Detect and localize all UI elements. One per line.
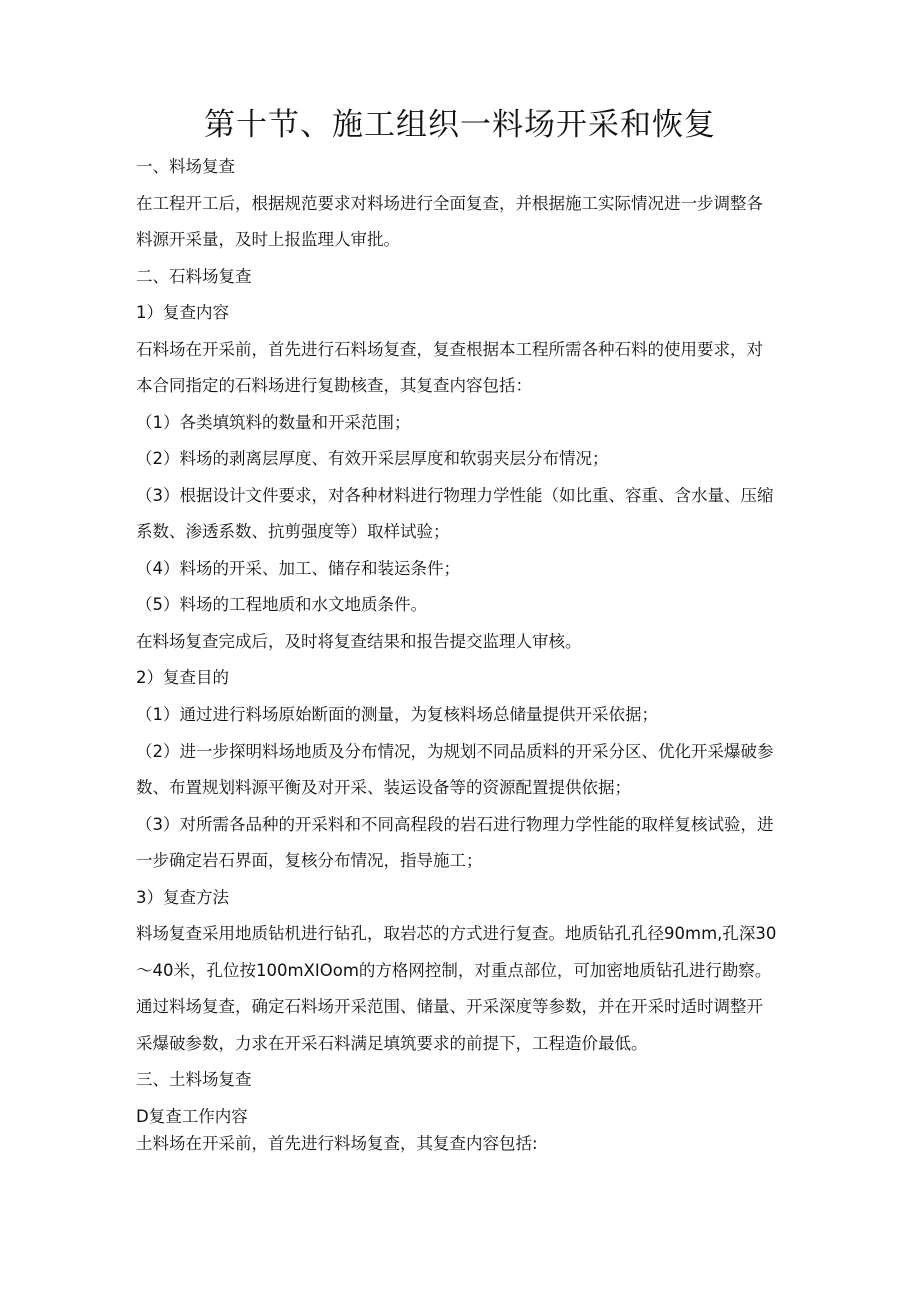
subheading-review-purpose: 2）复查目的 bbox=[136, 668, 229, 687]
paragraph-line: 在工程开工后，根据规范要求对料场进行全面复查，并根据施工实际情况进一步调整各 bbox=[136, 194, 763, 213]
paragraph-line: 土料场在开采前，首先进行料场复查，其复查内容包括: bbox=[136, 1134, 538, 1153]
paragraph-line: 通过料场复查，确定石料场开采范围、储量、开采深度等参数，并在开采时适时调整开 bbox=[136, 997, 763, 1016]
paragraph-line: ～40米，孔位按100mXIOom的方格网控制，对重点部位，可加密地质钻孔进行勘察。 bbox=[136, 961, 772, 980]
page-title: 第十节、施工组织一料场开采和恢复 bbox=[204, 107, 716, 143]
list-item: （2）进一步探明料场地质及分布情况，为规划不同品质料的开采分区、优化开采爆破参 bbox=[136, 742, 774, 761]
heading-material-site-review: 一、料场复查 bbox=[136, 157, 235, 176]
list-item: （5）料场的工程地质和水文地质条件。 bbox=[136, 595, 427, 614]
list-item: （3）根据设计文件要求，对各种材料进行物理力学性能（如比重、容重、含水量、压缩 bbox=[136, 486, 774, 505]
subheading-review-content: 1）复查内容 bbox=[136, 303, 229, 322]
list-item: （3）对所需各品种的开采料和不同高程段的岩石进行物理力学性能的取样复核试验，进 bbox=[136, 815, 774, 834]
paragraph-line: 石料场在开采前，首先进行石料场复查，复查根据本工程所需各种石料的使用要求，对 bbox=[136, 340, 763, 359]
paragraph-line: 采爆破参数，力求在开采石料满足填筑要求的前提下，工程造价最低。 bbox=[136, 1034, 648, 1053]
list-item: （2）料场的剥离层厚度、有效开采层厚度和软弱夹层分布情况； bbox=[136, 449, 609, 468]
list-item-continuation: 一步确定岩石界面，复核分布情况，指导施工； bbox=[136, 851, 483, 870]
subheading-review-work-content: D复查工作内容 bbox=[136, 1107, 248, 1126]
list-item: （1）通过进行料场原始断面的测量，为复核料场总储量提供开采依据； bbox=[136, 705, 658, 724]
paragraph-line: 料场复查采用地质钻机进行钻孔，取岩芯的方式进行复查。地质钻孔孔径90mm,孔深30 bbox=[136, 924, 777, 943]
paragraph-line: 料源开采量，及时上报监理人审批。 bbox=[136, 230, 400, 249]
list-item: （1）各类填筑料的数量和开采范围； bbox=[136, 413, 411, 432]
heading-stone-site-review: 二、石料场复查 bbox=[136, 267, 252, 286]
paragraph-line: 本合同指定的石料场进行复勘核查，其复查内容包括： bbox=[136, 376, 532, 395]
subheading-review-method: 3）复查方法 bbox=[136, 888, 229, 907]
list-item-continuation: 数、布置规划料源平衡及对开采、装运设备等的资源配置提供依据； bbox=[136, 778, 631, 797]
paragraph-line: 在料场复查完成后，及时将复查结果和报告提交监理人审核。 bbox=[136, 632, 582, 651]
list-item-continuation: 系数、渗透系数、抗剪强度等）取样试验； bbox=[136, 522, 450, 541]
heading-soil-site-review: 三、土料场复查 bbox=[136, 1070, 252, 1089]
list-item: （4）料场的开采、加工、储存和装运条件； bbox=[136, 559, 460, 578]
